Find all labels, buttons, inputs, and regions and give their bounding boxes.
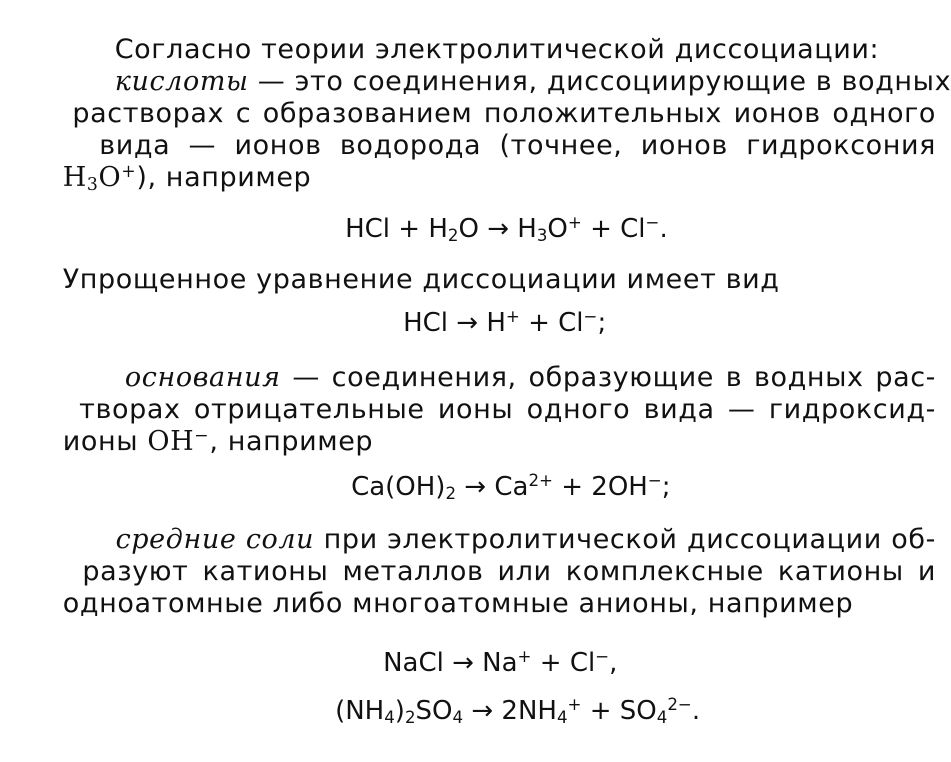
hydronium-formula: $H_3O^+$: [62, 161, 137, 195]
paragraph-text: одноатомные либо многоатомные анионы, например: [62, 588, 854, 619]
bases-definition-text: — соединения, образующие в водных рас-: [280, 362, 936, 393]
equation-sodium-chloride: NaCl → Na+ + Cl−,: [383, 646, 618, 678]
paragraph-text: творах отрицательные ионы одного вида — гидроксид-: [79, 394, 936, 425]
paragraph-text: Упрощенное уравнение диссоциации имеет вид: [62, 264, 780, 295]
term-acids: кислоты: [114, 66, 249, 97]
hydroxide-line: ионы OH−, например: [62, 425, 374, 457]
paragraph-text: ), например: [136, 162, 312, 193]
equation-hcl-water: HCl + $H_2O \to H_3O^+ + Cl^-$.: [345, 212, 668, 245]
intro-text: Согласно теории электролитической диссоциации:: [114, 34, 880, 65]
equation-hcl: HCl → H+ + Cl−;: [403, 306, 607, 338]
paragraph-text: вида — ионов водорода (точнее, ионов гидроксония: [99, 130, 936, 161]
equation-ammonium-sulfate: $(NH_4)_2SO_4 \to 2NH_4^+ + SO_4^{2-}$.: [335, 694, 701, 727]
term-bases: основания: [124, 362, 281, 393]
term-salts: средние соли: [115, 524, 315, 555]
equation-calcium-hydroxide: $Ca(OH)_2 \to Ca^{2+} + 2OH^-$;: [351, 470, 671, 503]
paragraph-text: разуют катионы металлов или комплексные катионы и: [82, 556, 936, 587]
hydroxide-formula: OH−: [147, 425, 210, 457]
acids-definition-text: — это соединения, диссоциирующие в водных: [248, 66, 951, 97]
paragraph-text: растворах с образованием положительных ионов одного: [72, 98, 936, 129]
salts-definition-text: при электролитической диссоциации об-: [314, 524, 937, 555]
